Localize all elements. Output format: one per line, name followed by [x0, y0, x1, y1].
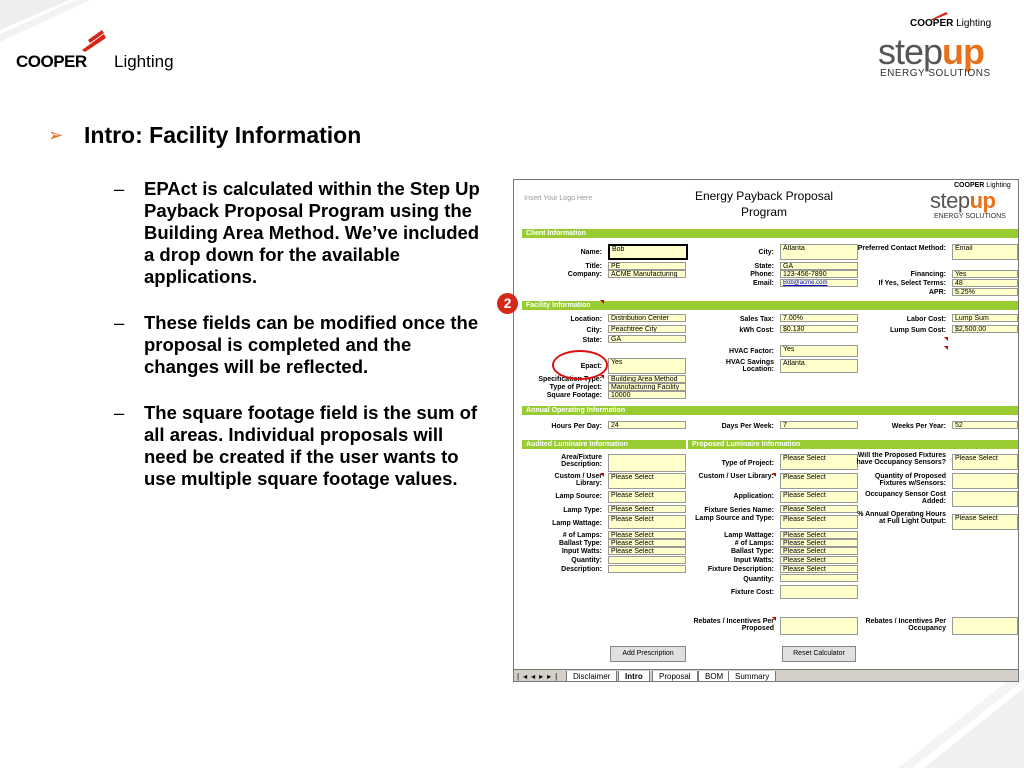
audited-input-field[interactable]: Please Select: [608, 547, 686, 555]
client-email-field[interactable]: Bob@acme.com: [780, 279, 858, 287]
client-apr-label: APR:: [928, 289, 946, 296]
comment-marker-icon: [772, 617, 776, 621]
proposed-cost-field[interactable]: [780, 585, 858, 599]
audited-wattage-label: Lamp Wattage:: [552, 520, 602, 527]
proposed-app-field[interactable]: Please Select: [780, 491, 858, 503]
cooper-swoosh-icon: [82, 30, 106, 52]
comment-marker-icon: [944, 337, 948, 341]
audited-ballast-field[interactable]: Please Select: [608, 539, 686, 547]
logo-placeholder: Insert Your Logo Here: [524, 195, 593, 202]
client-apr-field[interactable]: 5.25%: [952, 288, 1018, 296]
facility-tax-label: Sales Tax:: [739, 316, 774, 323]
audited-qty-field[interactable]: [608, 556, 686, 564]
audited-wattage-field[interactable]: Please Select: [608, 515, 686, 529]
client-phone-field[interactable]: 123-456-7890: [780, 270, 858, 278]
facility-state-field[interactable]: GA: [608, 335, 686, 343]
bullet-item: – The square footage field is the sum of all areas. Individual proposals will need be created if the user wants to use multiple square footage values.: [114, 402, 478, 489]
step-badge: 2: [497, 293, 518, 314]
proposed-sensors-field[interactable]: Please Select: [952, 454, 1018, 470]
section-client: Client Information: [522, 229, 1018, 238]
section-proposed: Proposed Luminaire Information: [688, 440, 1018, 449]
rebates-proposed-field[interactable]: [780, 617, 858, 635]
bullet-item: – These fields can be modified once the proposal is completed and the changes will be reflected.: [114, 312, 479, 377]
reset-calculator-button[interactable]: Reset Calculator: [782, 646, 856, 662]
facility-sqft-label: Square Footage:: [546, 392, 602, 399]
tab-nav-arrows-icon[interactable]: |◂◂▸▸|: [517, 672, 562, 681]
stepup-mini-brand: COOPER Lighting: [910, 18, 992, 29]
client-terms-label: If Yes, Select Terms:: [878, 280, 946, 287]
client-name-field[interactable]: Bob: [608, 244, 688, 260]
audited-input-label: Input Watts:: [561, 548, 602, 555]
client-title-field[interactable]: PE: [608, 262, 686, 270]
audited-custom-field[interactable]: Please Select: [608, 473, 686, 489]
facility-project-field[interactable]: Manufacturing Facility: [608, 383, 686, 391]
facility-location-field[interactable]: Distribution Center: [608, 314, 686, 322]
annual-days-label: Days Per Week:: [721, 423, 774, 430]
audited-area-label: Area/Fixture Description:: [561, 454, 602, 468]
proposed-project-label: Type of Project:: [721, 460, 774, 467]
tab-bom[interactable]: BOM: [698, 671, 730, 682]
annual-weeks-field[interactable]: 52: [952, 421, 1018, 429]
proposed-fixdesc-field[interactable]: Please Select: [780, 565, 858, 573]
proposed-occ-cost-label: Occupancy Sensor Cost Added:: [865, 491, 946, 505]
slide-heading: [48, 122, 361, 149]
epact-highlight-ring: [552, 350, 608, 380]
proposed-series-label: Fixture Series Name:: [704, 507, 774, 514]
facility-kwh-field[interactable]: $0.130: [780, 325, 858, 333]
bullet-list: [114, 178, 484, 514]
annual-days-field[interactable]: 7: [780, 421, 858, 429]
client-state-label: State:: [754, 263, 774, 270]
proposed-custom-field[interactable]: Please Select: [780, 473, 858, 489]
cooper-brand-name: COOPER: [16, 52, 87, 71]
proposed-input-field[interactable]: Please Select: [780, 556, 858, 564]
section-facility: Facility Information: [522, 301, 1018, 310]
comment-marker-icon: [600, 375, 604, 379]
facility-hvac-label: HVAC Factor:: [729, 348, 774, 355]
client-financing-label: Financing:: [910, 271, 946, 278]
audited-area-field[interactable]: [608, 454, 686, 472]
comment-marker-icon: [600, 300, 604, 304]
facility-city-field[interactable]: Peachtree City: [608, 325, 686, 333]
spreadsheet-screenshot: [513, 179, 1019, 682]
proposed-qty-sensors-field[interactable]: [952, 473, 1018, 489]
client-city-field[interactable]: Atlanta: [780, 244, 858, 260]
sheet-stepup-wordmark: stepup: [930, 188, 996, 213]
comment-marker-icon: [772, 473, 776, 477]
proposed-qty-sensors-label: Quantity of Proposed Fixtures w/Sensors:: [874, 473, 946, 487]
facility-spec-label: Specification Type:: [538, 376, 602, 383]
audited-custom-label: Custom / User Library:: [554, 473, 602, 487]
proposed-qty-label: Quantity:: [743, 576, 774, 583]
proposed-lamps-label: # of Lamps:: [734, 540, 774, 547]
facility-lump-field[interactable]: $2,500.00: [952, 325, 1018, 333]
cooper-brand-sub: Lighting: [114, 52, 174, 71]
rebates-occupancy-label: Rebates / Incentives Per Occupancy: [865, 618, 946, 632]
proposed-qty-field[interactable]: [780, 574, 858, 582]
facility-labor-field[interactable]: Lump Sum: [952, 314, 1018, 322]
client-phone-label: Phone:: [750, 271, 774, 278]
comment-marker-icon: [944, 346, 948, 350]
client-company-field[interactable]: ACME Manufacturing: [608, 270, 686, 278]
stepup-wordmark: stepup: [878, 31, 985, 72]
proposed-project-field[interactable]: Please Select: [780, 454, 858, 470]
audited-type-field[interactable]: Please Select: [608, 505, 686, 513]
tab-summary[interactable]: Summary: [728, 671, 776, 682]
client-email-label: Email:: [752, 280, 774, 287]
annual-hours-field[interactable]: 24: [608, 421, 686, 429]
proposed-annual-hours-label: % Annual Operating Hours at Full Light Output:: [857, 511, 946, 525]
dash-bullet-icon: –: [114, 312, 125, 333]
audited-type-label: Lamp Type:: [563, 507, 602, 514]
facility-hvac-loc-label: HVAC Savings Location:: [725, 359, 774, 373]
stepup-logo: [872, 12, 1002, 82]
proposed-srcwatt-label: Lamp Source and Type:: [695, 515, 774, 522]
proposed-fixdesc-label: Fixture Description:: [707, 566, 774, 573]
proposed-wattage-field[interactable]: Please Select: [780, 531, 858, 539]
client-contact-label: Preferred Contact Method:: [857, 245, 946, 252]
audited-qty-label: Quantity:: [571, 557, 602, 564]
proposed-wattage-label: Lamp Wattage:: [724, 532, 774, 539]
proposed-annual-hours-field[interactable]: Please Select: [952, 514, 1018, 530]
dash-bullet-icon: –: [114, 402, 125, 423]
client-contact-field[interactable]: Email: [952, 244, 1018, 260]
proposed-lamps-field[interactable]: Please Select: [780, 539, 858, 547]
proposed-series-field[interactable]: Please Select: [780, 505, 858, 513]
client-city-label: City:: [758, 249, 774, 256]
facility-epact-field[interactable]: Yes: [608, 358, 686, 374]
annual-weeks-label: Weeks Per Year:: [891, 423, 946, 430]
proposed-occ-cost-field[interactable]: [952, 491, 1018, 507]
facility-lump-label: Lump Sum Cost:: [890, 327, 946, 334]
sheet-mini-brand: COOPER Lighting: [954, 182, 1011, 189]
heading-text: Intro: Facility Information: [84, 122, 362, 148]
facility-tax-field[interactable]: 7.00%: [780, 314, 858, 322]
facility-kwh-label: kWh Cost:: [739, 327, 774, 334]
dash-bullet-icon: –: [114, 178, 125, 199]
bullet-item: – EPAct is calculated within the Step Up Payback Proposal Program using the Building Area Method. We’ve included a drop down for the available applications.: [114, 178, 480, 287]
proposed-input-label: Input Watts:: [733, 557, 774, 564]
proposed-ballast-field[interactable]: Please Select: [780, 547, 858, 555]
proposed-cost-label: Fixture Cost:: [730, 589, 774, 596]
comment-marker-icon: [600, 473, 604, 477]
section-audited: Audited Luminaire Information: [522, 440, 686, 449]
client-terms-field[interactable]: 48: [952, 279, 1018, 287]
facility-location-label: Location:: [570, 316, 602, 323]
client-financing-field[interactable]: Yes: [952, 270, 1018, 278]
tab-proposal[interactable]: Proposal: [652, 671, 698, 682]
client-state-field[interactable]: GA: [780, 262, 858, 270]
audited-source-label: Lamp Source:: [555, 493, 602, 500]
client-company-label: Company:: [567, 271, 602, 278]
annual-hours-label: Hours Per Day:: [551, 423, 602, 430]
rebates-proposed-label: Rebates / Incentives Per Proposed: [693, 618, 774, 632]
audited-lamps-field[interactable]: Please Select: [608, 531, 686, 539]
proposed-sensors-label: Will the Proposed Fixtures have Occupancy Sensors?: [856, 452, 946, 466]
audited-ballast-label: Ballast Type:: [558, 540, 602, 547]
sheet-tabs-bar: [514, 669, 1019, 682]
stepup-tagline: ENERGY SOLUTIONS: [880, 68, 991, 79]
audited-source-field[interactable]: Please Select: [608, 491, 686, 503]
proposed-custom-label: Custom / User Library:: [698, 473, 774, 480]
corner-stripes-decoration-bottom: [884, 668, 1024, 768]
proposed-ballast-label: Ballast Type:: [730, 548, 774, 555]
client-name-label: Name:: [580, 249, 602, 256]
sheet-stepup-tagline: ENERGY SOLUTIONS: [934, 213, 1006, 220]
facility-project-label: Type of Project:: [549, 384, 602, 391]
facility-hvac-field[interactable]: Yes: [780, 345, 858, 357]
facility-spec-field[interactable]: Building Area Method: [608, 375, 686, 383]
tab-disclaimer[interactable]: Disclaimer: [566, 671, 617, 682]
tab-intro[interactable]: Intro: [618, 671, 650, 682]
section-annual: Annual Operating Information: [522, 406, 1018, 415]
proposed-srcwatt-field[interactable]: Please Select: [780, 515, 858, 529]
add-prescription-button[interactable]: Add Prescription: [610, 646, 686, 662]
rebates-occupancy-field[interactable]: [952, 617, 1018, 635]
facility-hvac-loc-field[interactable]: Atlanta: [780, 359, 858, 373]
facility-city-label: City:: [586, 327, 602, 334]
facility-labor-label: Labor Cost:: [906, 316, 946, 323]
sheet-title: Energy Payback Proposal Program: [694, 189, 834, 219]
facility-state-label: State:: [582, 337, 602, 344]
client-title-label: Title:: [585, 263, 602, 270]
proposed-app-label: Application:: [733, 493, 774, 500]
audited-lamps-label: # of Lamps:: [562, 532, 602, 539]
cooper-lighting-logo: [16, 30, 196, 74]
stepup-swoosh-icon: [930, 12, 948, 20]
audited-desc-label: Description:: [561, 566, 602, 573]
facility-epact-label: Epact:: [580, 363, 602, 370]
facility-sqft-field[interactable]: 10000: [608, 391, 686, 399]
arrow-bullet-icon: ➢: [48, 125, 64, 145]
